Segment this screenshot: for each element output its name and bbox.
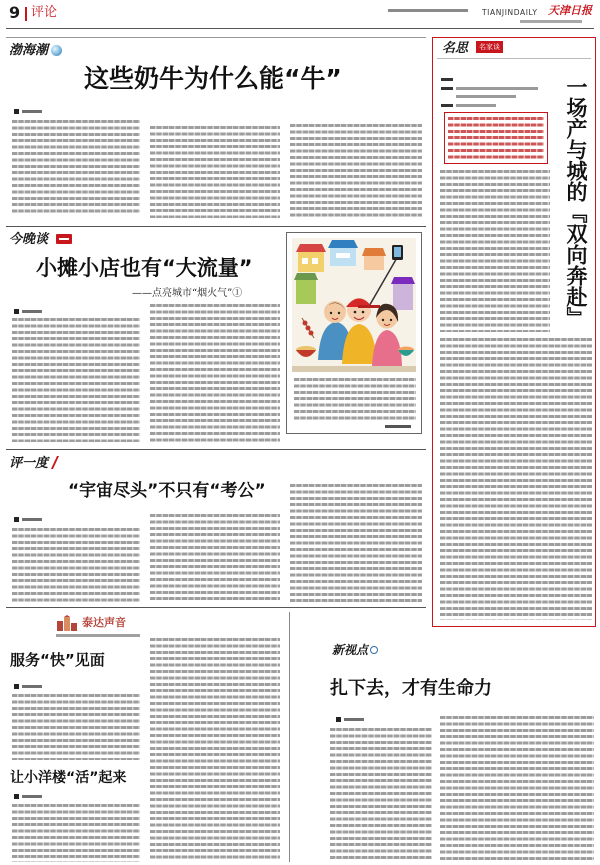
byline: [14, 683, 42, 689]
headline-take-root: 扎下去，才有生命力: [330, 678, 492, 699]
section-divider: [6, 449, 426, 450]
byline-author: [22, 795, 42, 798]
byline-marker-icon: [14, 684, 19, 689]
section-divider: [6, 226, 426, 227]
byline-marker-icon: [14, 794, 19, 799]
masthead-logo: 天津日报: [548, 4, 592, 17]
column-logo-taida: 泰达声音: [82, 616, 126, 629]
info-label: [441, 104, 453, 107]
cartoon-illustration: [292, 238, 416, 372]
byline-marker-icon: [14, 517, 19, 522]
body-text-column: [12, 804, 140, 862]
headline-career: “宇宙尽头”不只有“考公”: [68, 481, 266, 501]
interview-info-line: [441, 104, 496, 107]
body-text-column: [12, 120, 140, 216]
subheadline: ——点亮城市“烟火气”①: [132, 288, 243, 299]
column-logo-xinshidian: 新视点: [332, 643, 369, 657]
header-red-bar: [25, 7, 27, 21]
slash-mark-icon: [51, 456, 59, 469]
info-value: [456, 95, 516, 98]
headline-old-villas: 让小洋楼“活”起来: [10, 770, 127, 786]
page-number: 9: [9, 3, 21, 22]
column-badge: [56, 234, 72, 244]
illustration-caption: [294, 378, 416, 420]
pull-quote-text: [448, 117, 544, 159]
body-text-column: [290, 484, 422, 602]
byline-marker-icon: [14, 109, 19, 114]
section-divider: [6, 607, 426, 608]
byline: [14, 793, 42, 799]
column-tag: 名家谈: [476, 41, 503, 53]
byline-marker-icon: [336, 717, 341, 722]
info-label: [441, 87, 453, 90]
body-text-column: [150, 638, 280, 862]
wave-icon: [51, 45, 62, 56]
interview-info-line: [441, 95, 516, 98]
feature-vertical-title: 一场产与城的『双向奔赴』: [564, 76, 588, 328]
body-text-column: [440, 716, 594, 862]
body-text-column: [150, 304, 280, 444]
byline-author: [22, 518, 42, 521]
interview-info-line: [441, 78, 453, 81]
column-logo-bohaichao: 渤海潮: [9, 43, 49, 58]
building-icon: [56, 615, 78, 631]
body-text-column: [440, 170, 550, 332]
body-text-column: [440, 338, 592, 620]
byline: [14, 108, 42, 114]
column-logo-feature: 名思: [442, 41, 469, 56]
interview-info-line: [441, 87, 538, 90]
section-title: 评论: [31, 5, 58, 20]
headline-street-stalls: 小摊小店也有“大流量”: [36, 256, 253, 280]
header-rule: [6, 28, 594, 29]
feature-header-rule: [437, 58, 591, 59]
column-divider: [289, 612, 290, 862]
byline-author: [22, 310, 42, 313]
headline-cows: 这些奶牛为什么能“牛”: [84, 64, 342, 93]
section-top-rule: [6, 37, 426, 38]
column-logo-pingyidu: 评一度: [9, 456, 49, 471]
byline-marker-icon: [14, 309, 19, 314]
byline-author: [22, 685, 42, 688]
byline: [14, 308, 42, 314]
circle-icon: [370, 646, 378, 654]
people-drawing: [318, 298, 402, 366]
body-text-column: [12, 318, 140, 442]
email-line: [520, 20, 582, 23]
body-text-column: [12, 694, 140, 760]
body-text-column: [150, 126, 280, 218]
headline-service: 服务“快”见面: [10, 651, 105, 669]
byline-author: [22, 110, 42, 113]
byline: [336, 716, 364, 722]
info-label: [441, 78, 453, 81]
column-logo-jinwantan: 今晚谈: [9, 232, 49, 247]
column-sponsor-line: [56, 634, 140, 637]
info-value: [456, 87, 538, 90]
illustration-credit: [385, 425, 411, 428]
body-text-column: [12, 528, 140, 602]
info-value: [456, 104, 496, 107]
byline-author: [344, 718, 364, 721]
body-text-column: [150, 514, 280, 602]
body-text-column: [330, 728, 432, 862]
body-text-column: [290, 124, 422, 218]
byline: [14, 516, 42, 522]
issue-date-line: [388, 9, 468, 12]
masthead-english: TIANJINDAILY: [482, 8, 538, 17]
